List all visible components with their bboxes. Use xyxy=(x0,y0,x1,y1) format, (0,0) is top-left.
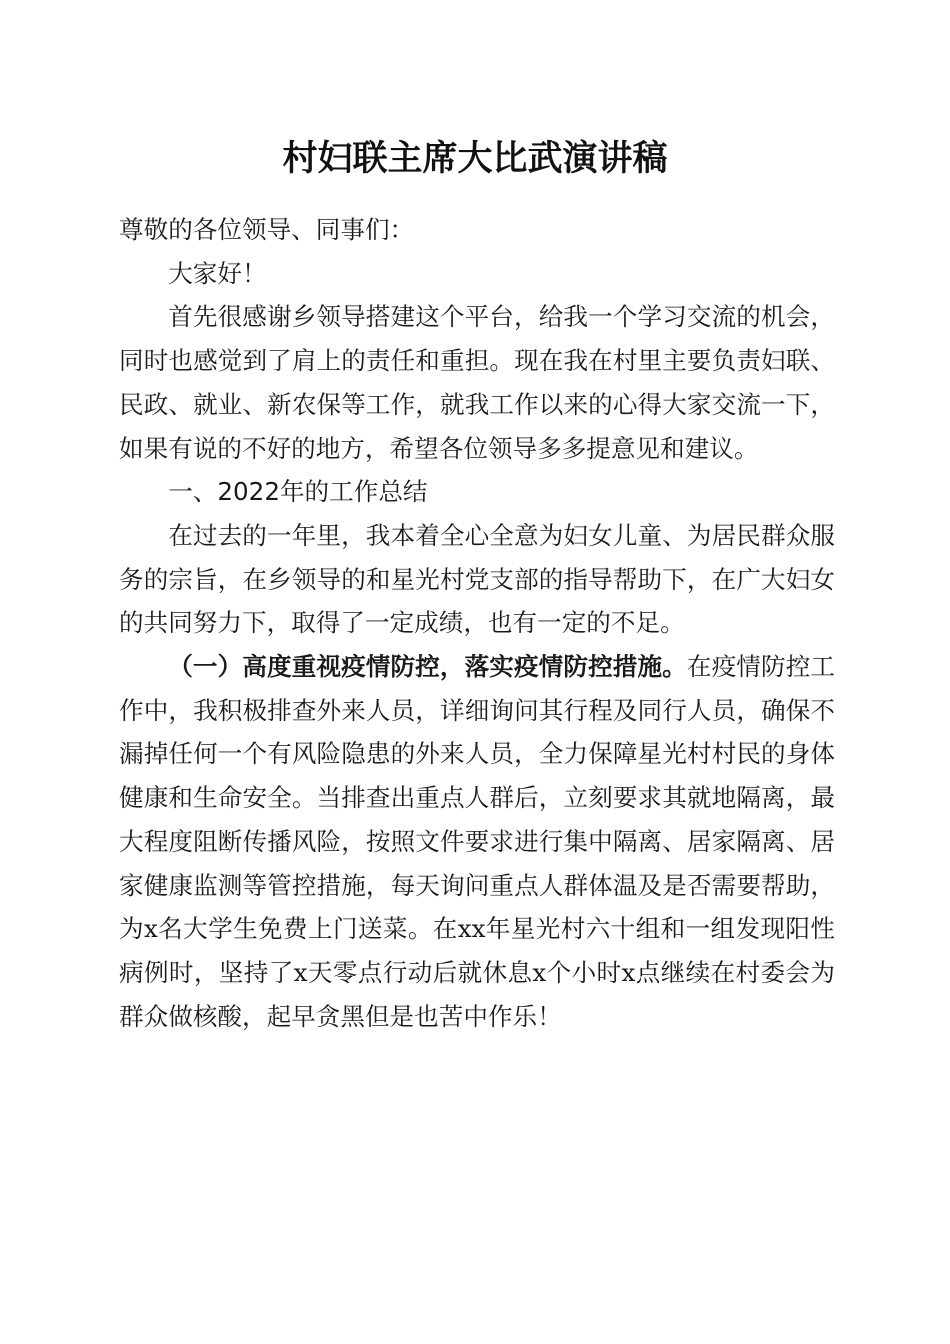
salutation: 尊敬的各位领导、同事们： xyxy=(119,215,415,244)
intro-paragraph: 首先很感谢乡领导搭建这个平台，给我一个学习交流的机会，同时也感觉到了肩上的责任和重担。现在我在村里主要负责妇联、民政、就业、新农保等工作，就我工作以来的心得大家交流一下，如果有说的不好的地方，希望各位领导多多提意见和建议。 xyxy=(119,302,835,463)
greeting: 大家好！ xyxy=(168,258,267,288)
subsection-paragraph xyxy=(119,645,835,1038)
document-title: 村妇联主席大比武演讲稿 xyxy=(282,138,668,179)
document-body xyxy=(119,208,835,1038)
subsection-text: 在疫情防控工作中，我积极排查外来人员，详细询问其行程及同行人员，确保不漏掉任何一个有风险隐患的外来人员，全力保障星光村村民的身体健康和生命安全。当排查出重点人群后，立刻要求其就地隔离，最大程度阻断传播风险，按照文件要求进行集中隔离、居家隔离、居家健康监测等管控措施，每天询问重点人群体温及是否需要帮助，为x名大学生免费上门送菜。在xx年星光村六十组和一组发现阳性病例时，坚持了x天零点行动后就休息x个小时x点继续在村委会为群众做核酸，起早贪黑但是也苦中作乐！ xyxy=(119,652,835,1031)
subsection-heading: （一）高度重视疫情防控，落实疫情防控措施。 xyxy=(168,652,687,682)
section-paragraph: 在过去的一年里，我本着全心全意为妇女儿童、为居民群众服务的宗旨，在乡领导的和星光村党支部的指导帮助下，在广大妇女的共同努力下，取得了一定成绩，也有一定的不足。 xyxy=(119,520,835,638)
section-heading: 一、2022年的工作总结 xyxy=(168,477,428,507)
